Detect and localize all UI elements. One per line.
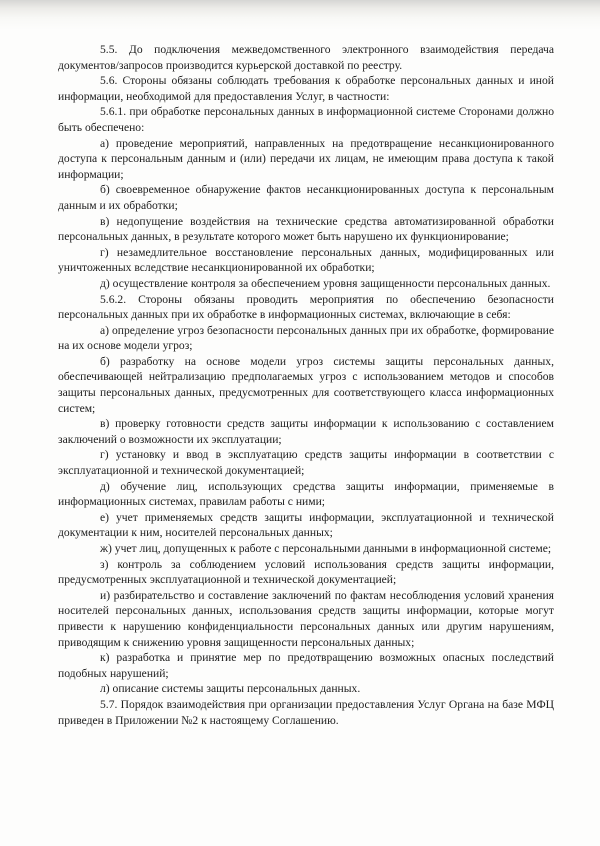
list-item-i: и) разбирательство и составление заключений по фактам несоблюдения условий хранения носителей персональных данных, использования средств защиты информации, которые могут привести к нарушению конфиденциальности персональных данных или другим нарушениям, приводящим к снижению уровня защищенности персональных данных; [58, 588, 554, 649]
list-item-v: в) недопущение воздействия на технические средства автоматизированной обработки персональных данных, в результате которого может быть нарушено их функционирование; [58, 214, 554, 244]
paragraph-5-5: 5.5. До подключения межведомственного электронного взаимодействия передача документов/запросов производится курьерской доставкой по реестру. [58, 43, 554, 72]
list-item-b: б) разработку на основе модели угроз системы защиты персональных данных, обеспечивающей нейтрализацию предполагаемых угроз с использованием методов и способов защиты персональных данных, предусмотренных для соответствующего класса информационных систем; [58, 354, 554, 415]
paragraph-5-6-2: 5.6.2. Стороны обязаны проводить мероприятия по обеспечению безопасности персональных данных при их обработке в информационных системах, включающие в себя: [58, 292, 554, 322]
paragraph-5-6: 5.6. Стороны обязаны соблюдать требования к обработке персональных данных и иной информации, необходимой для предоставления Услуг, в частности: [58, 74, 554, 103]
paragraph-5-7: 5.7. Порядок взаимодействия при организации предоставления Услуг Органа на базе МФЦ приведен в Приложении №2 к настоящему Соглашению. [58, 697, 554, 727]
list-item-e: е) учет применяемых средств защиты информации, эксплуатационной и технической документации к ним, носителей персональных данных; [58, 510, 554, 540]
paragraph-5-6-1: 5.6.1. при обработке персональных данных в информационной системе Сторонами должно быть обеспечено: [58, 105, 554, 134]
list-item-l: л) описание системы защиты персональных данных. [100, 682, 361, 696]
list-item-a: а) проведение мероприятий, направленных на предотвращение несанкционированного доступа к персональным данным и (или) передачи их лицам, не имеющим права доступа к такой информации; [58, 136, 554, 181]
list-item-k: к) разработка и принятие мер по предотвращению возможных опасных последствий подобных нарушений; [58, 651, 554, 680]
scan-top-shadow [0, 0, 600, 30]
list-item-g: г) незамедлительное восстановление персональных данных, модифицированных или уничтоженных вследствие несанкционированной их обработки; [58, 245, 554, 275]
list-item-b: б) своевременное обнаружение фактов несанкционированных доступа к персональным данным и их обработки; [58, 183, 554, 212]
list-item-zh: ж) учет лиц, допущенных к работе с персональными данными в информационной системе; [100, 542, 552, 555]
document-page [58, 42, 554, 728]
list-item-v: в) проверку готовности средств защиты информации к использованию с составлением заключений о возможности их эксплуатации; [58, 417, 554, 446]
list-item-d: д) осуществление контроля за обеспечением уровня защищенности персональных данных. [100, 276, 551, 290]
list-item-a: а) определение угроз безопасности персональных данных при их обработке, формирование на их основе модели угроз; [58, 323, 554, 353]
list-item-g: г) установку и ввод в эксплуатацию средств защиты информации в соответствии с эксплуатационной и технической документацией; [58, 448, 554, 478]
list-item-z: з) контроль за соблюдением условий использования средств защиты информации, предусмотренных эксплуатационной и технической документацией; [58, 557, 554, 587]
list-item-d: д) обучение лиц, использующих средства защиты информации, применяемые в информационных системах, правилам работы с ними; [58, 479, 554, 509]
